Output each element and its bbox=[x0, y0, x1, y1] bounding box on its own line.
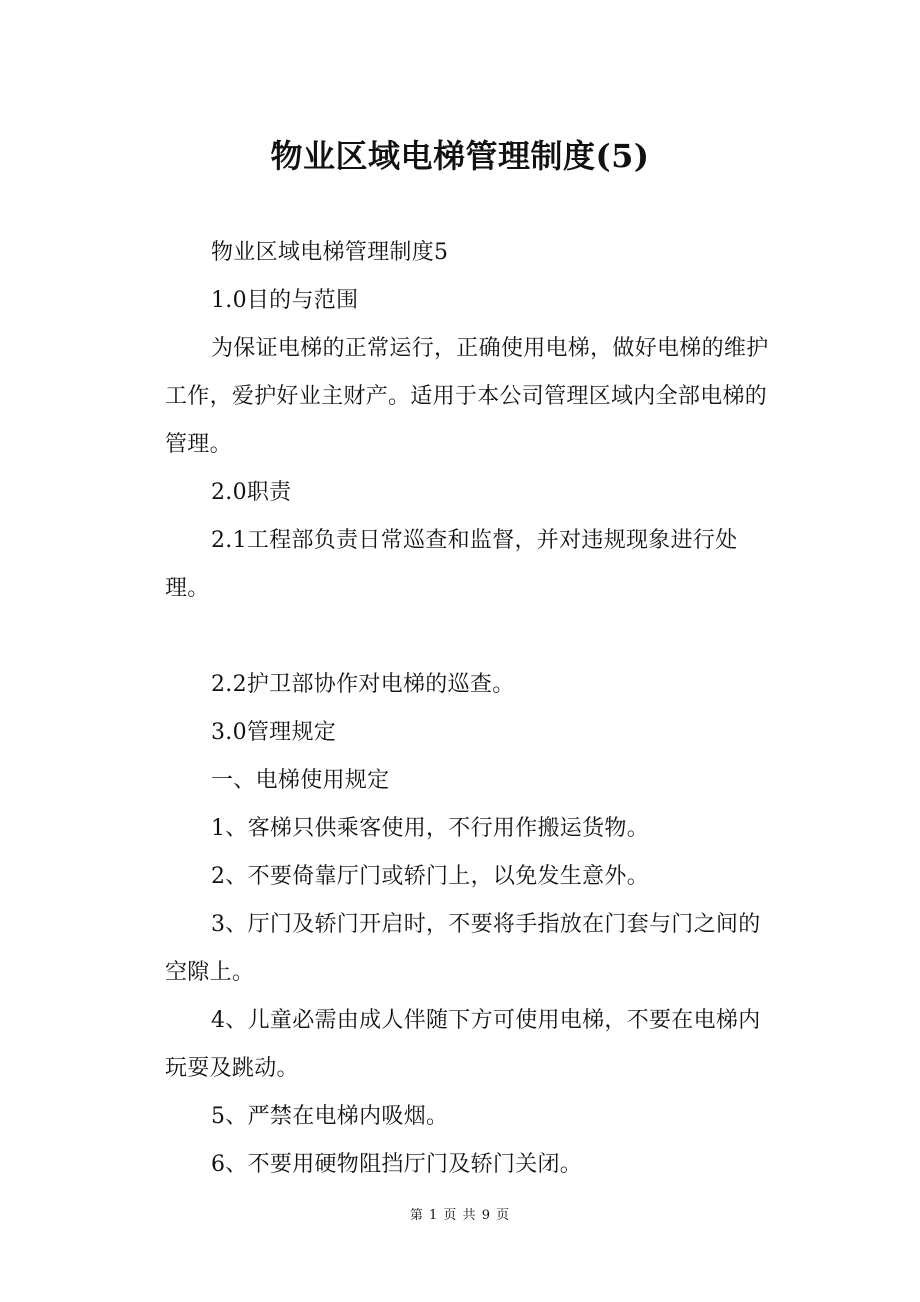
page-number: 第 1 页 共 9 页 bbox=[409, 1208, 511, 1223]
rule-item-2: 2、不要倚靠厅门或轿门上，以免发生意外。 bbox=[211, 864, 649, 889]
blank-line bbox=[165, 613, 781, 661]
rule-item-5: 5、严禁在电梯内吸烟。 bbox=[211, 1104, 449, 1129]
section-management-rules: 3.0管理规定 bbox=[211, 720, 337, 745]
paragraph-purpose: 为保证电梯的正常运行，正确使用电梯，做好电梯的维护工作，爱护好业主财产。适用于本公司管理区域内全部电梯的管理。 bbox=[165, 336, 769, 457]
rule-item-1: 1、客梯只供乘客使用，不行用作搬运货物。 bbox=[211, 816, 649, 841]
paragraph-engineering-duty: 2.1工程部负责日常巡查和监督，并对违规现象进行处理。 bbox=[165, 528, 738, 601]
rule-item-6: 6、不要用硬物阻挡厅门及轿门关闭。 bbox=[211, 1152, 583, 1177]
paragraph-heading: 物业区域电梯管理制度5 bbox=[211, 240, 449, 265]
document-title: 物业区域电梯管理制度(5) bbox=[270, 137, 650, 175]
section-responsibilities: 2.0职责 bbox=[211, 480, 292, 505]
rule-item-3: 3、厅门及轿门开启时，不要将手指放在门套与门之间的空隙上。 bbox=[165, 912, 761, 985]
subsection-usage-rules: 一、电梯使用规定 bbox=[211, 768, 390, 793]
document-body bbox=[165, 229, 781, 1189]
paragraph-security-duty: 2.2护卫部协作对电梯的巡查。 bbox=[211, 672, 515, 697]
section-purpose-scope: 1.0目的与范围 bbox=[211, 288, 359, 313]
rule-item-4: 4、儿童必需由成人伴随下方可使用电梯，不要在电梯内玩耍及跳动。 bbox=[165, 1008, 761, 1081]
